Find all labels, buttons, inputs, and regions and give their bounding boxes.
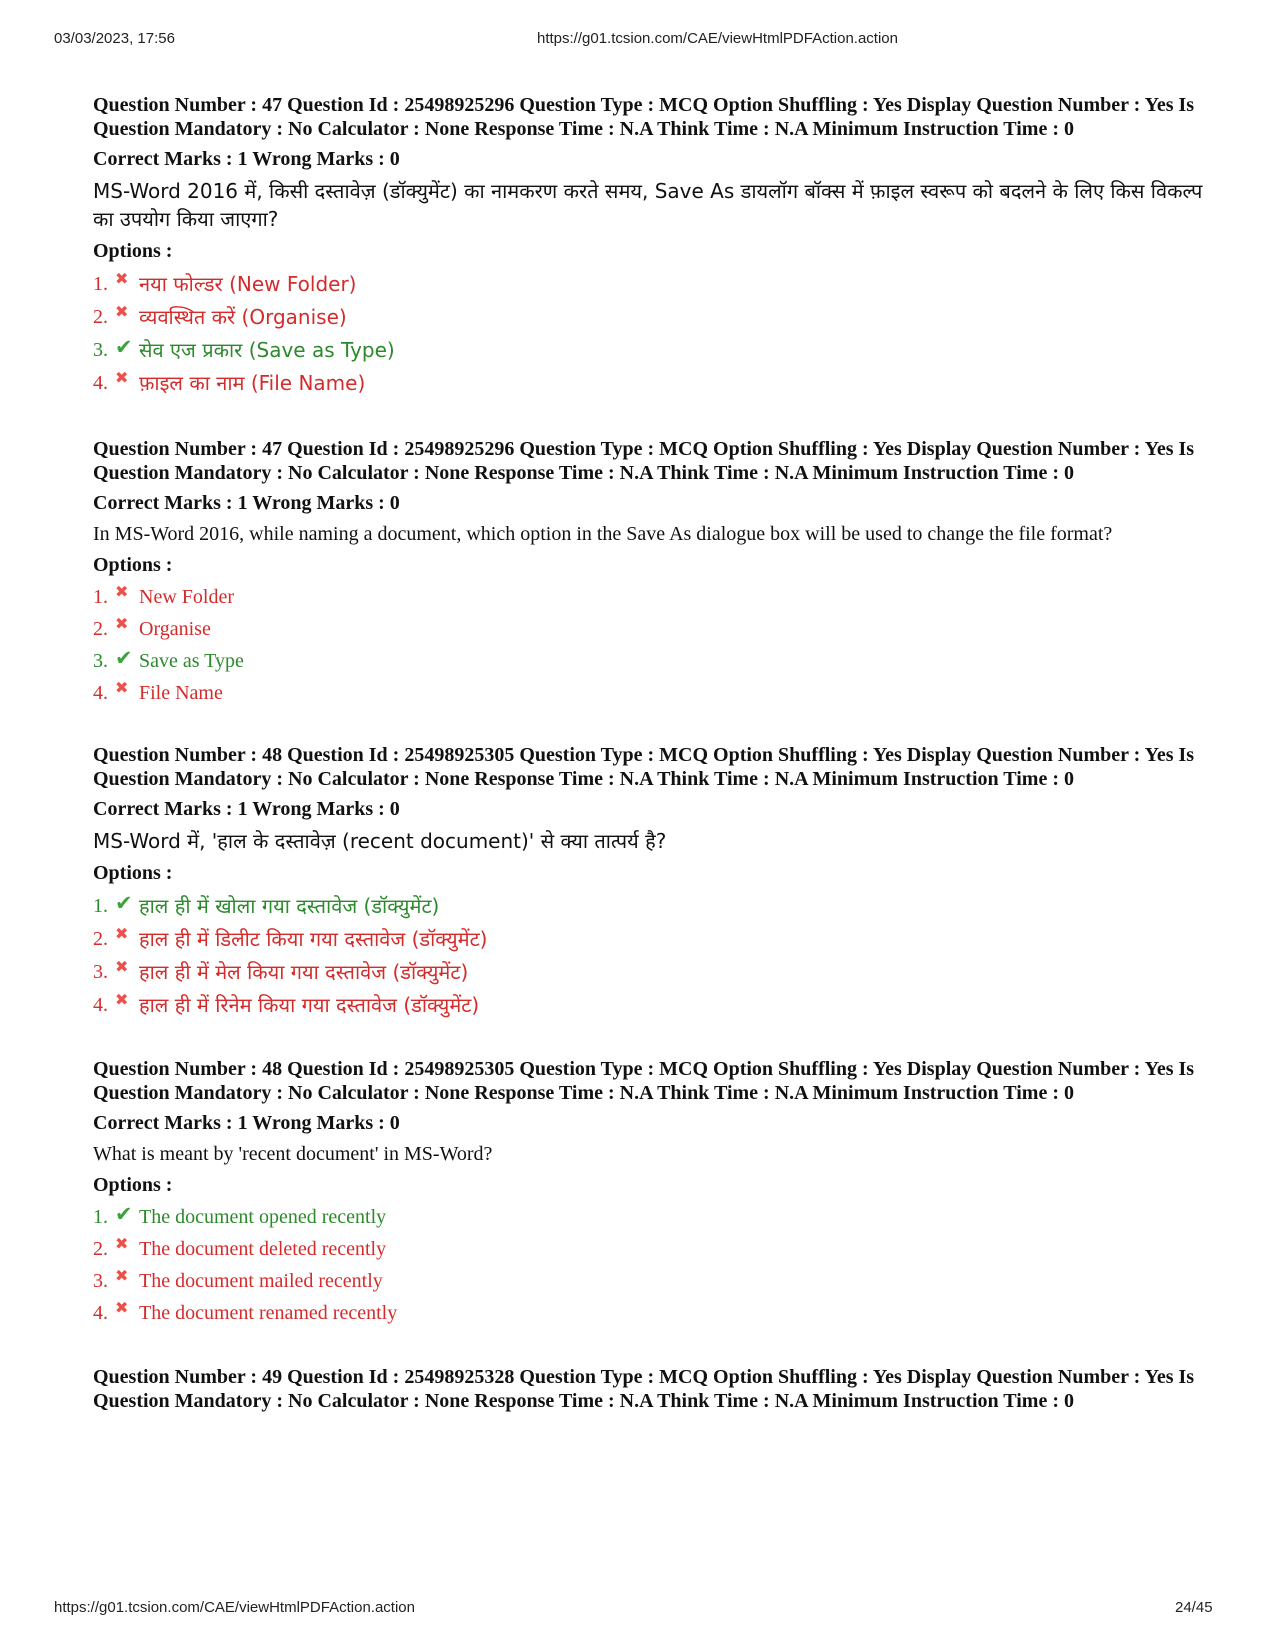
option-item — [93, 267, 1203, 300]
question-block — [93, 1365, 1203, 1413]
check-icon: ✔ — [115, 334, 133, 359]
option-number: 4. — [93, 371, 108, 394]
check-icon: ✔ — [115, 890, 133, 915]
cross-icon: ✖ — [115, 369, 129, 387]
question-paper — [93, 93, 1203, 1443]
option-text: The document deleted recently — [139, 1238, 387, 1260]
question-block — [93, 1057, 1203, 1329]
cross-icon: ✖ — [115, 270, 129, 288]
option-item — [93, 889, 1203, 922]
option-item — [93, 1201, 1203, 1233]
question-block — [93, 437, 1203, 709]
option-number: 1. — [93, 586, 108, 608]
cross-icon: ✖ — [115, 1300, 129, 1317]
options-label: Options : — [93, 240, 173, 262]
option-text: हाल ही में मेल किया गया दस्तावेज (डॉक्युमेंट) — [139, 959, 469, 984]
option-text: The document opened recently — [139, 1206, 387, 1228]
cross-icon: ✖ — [115, 616, 129, 633]
print-datetime: 03/03/2023, 17:56 — [54, 30, 175, 47]
question-text: What is meant by 'recent document' in MS-Word? — [93, 1143, 493, 1165]
option-text: The document renamed recently — [139, 1302, 398, 1324]
option-number: 4. — [93, 993, 108, 1016]
question-text: MS-Word में, 'हाल के दस्तावेज़ (recent document)' से क्या तात्पर्य है? — [93, 829, 667, 853]
question-marks: Correct Marks : 1 Wrong Marks : 0 — [93, 492, 400, 514]
cross-icon: ✖ — [115, 680, 129, 697]
option-text: सेव एज प्रकार (Save as Type) — [139, 337, 395, 362]
options-label: Options : — [93, 1174, 173, 1196]
cross-icon: ✖ — [115, 584, 129, 601]
option-number: 3. — [93, 960, 108, 983]
option-text: File Name — [139, 682, 223, 704]
option-text: फ़ाइल का नाम (File Name) — [139, 370, 366, 395]
option-number: 4. — [93, 1302, 108, 1324]
option-number: 1. — [93, 272, 108, 295]
option-text: Organise — [139, 618, 211, 640]
option-item — [93, 955, 1203, 988]
question-block — [93, 743, 1203, 1021]
question-meta: Question Number : 48 Question Id : 25498925305 Question Type : MCQ Option Shuffling : Yes Display Question Number : Yes Is Question Mandatory : No Calculator : None Response Time : N.A Think Time : N.A Minimum Instruction Time : 0 — [93, 744, 1195, 790]
option-item — [93, 1233, 1203, 1265]
cross-icon: ✖ — [115, 925, 129, 943]
question-text: MS-Word 2016 में, किसी दस्तावेज़ (डॉक्युमेंट) का नामकरण करते समय, Save As डायलॉग बॉक्स में फ़ाइल स्वरूप को बदलने के लिए किस विकल्प का उपयोग किया जाएगा? — [93, 179, 1203, 231]
question-marks: Correct Marks : 1 Wrong Marks : 0 — [93, 798, 400, 820]
option-number: 2. — [93, 305, 108, 328]
cross-icon: ✖ — [115, 303, 129, 321]
option-number: 3. — [93, 1270, 108, 1292]
question-text: In MS-Word 2016, while naming a document, which option in the Save As dialogue box will be used to change the file format? — [93, 523, 1113, 545]
option-item — [93, 645, 1203, 677]
option-number: 1. — [93, 1206, 108, 1228]
option-text: The document mailed recently — [139, 1270, 383, 1292]
check-icon: ✔ — [115, 646, 133, 670]
options-label: Options : — [93, 862, 173, 884]
option-text: Save as Type — [139, 650, 244, 672]
option-number: 2. — [93, 618, 108, 640]
option-item — [93, 922, 1203, 955]
page-number: 24/45 — [1175, 1599, 1213, 1616]
question-meta: Question Number : 48 Question Id : 25498925305 Question Type : MCQ Option Shuffling : Yes Display Question Number : Yes Is Question Mandatory : No Calculator : None Response Time : N.A Think Time : N.A Minimum Instruction Time : 0 — [93, 1058, 1195, 1104]
print-header-url: https://g01.tcsion.com/CAE/viewHtmlPDFAction.action — [537, 30, 898, 47]
question-block — [93, 93, 1203, 399]
question-meta: Question Number : 47 Question Id : 25498925296 Question Type : MCQ Option Shuffling : Yes Display Question Number : Yes Is Question Mandatory : No Calculator : None Response Time : N.A Think Time : N.A Minimum Instruction Time : 0 — [93, 94, 1195, 140]
cross-icon: ✖ — [115, 1268, 129, 1285]
option-item — [93, 1297, 1203, 1329]
cross-icon: ✖ — [115, 958, 129, 976]
option-item — [93, 366, 1203, 399]
option-item — [93, 988, 1203, 1021]
option-text: हाल ही में खोला गया दस्तावेज (डॉक्युमेंट) — [139, 893, 440, 918]
check-icon: ✔ — [115, 1202, 133, 1226]
option-number: 4. — [93, 682, 108, 704]
cross-icon: ✖ — [115, 1236, 129, 1253]
option-item — [93, 581, 1203, 613]
print-footer-url: https://g01.tcsion.com/CAE/viewHtmlPDFAction.action — [54, 1599, 415, 1616]
options-label: Options : — [93, 554, 173, 576]
option-number: 1. — [93, 894, 108, 917]
option-text: व्यवस्थित करें (Organise) — [139, 304, 347, 329]
option-item — [93, 300, 1203, 333]
cross-icon: ✖ — [115, 991, 129, 1009]
question-marks: Correct Marks : 1 Wrong Marks : 0 — [93, 1112, 400, 1134]
option-item — [93, 1265, 1203, 1297]
option-text: New Folder — [139, 586, 234, 608]
question-marks: Correct Marks : 1 Wrong Marks : 0 — [93, 148, 400, 170]
option-number: 3. — [93, 650, 108, 672]
question-meta: Question Number : 49 Question Id : 25498925328 Question Type : MCQ Option Shuffling : Yes Display Question Number : Yes Is Question Mandatory : No Calculator : None Response Time : N.A Think Time : N.A Minimum Instruction Time : 0 — [93, 1366, 1195, 1412]
option-item — [93, 333, 1203, 366]
option-text: हाल ही में डिलीट किया गया दस्तावेज (डॉक्युमेंट) — [139, 926, 488, 951]
option-number: 3. — [93, 338, 108, 361]
option-number: 2. — [93, 927, 108, 950]
option-item — [93, 677, 1203, 709]
option-number: 2. — [93, 1238, 108, 1260]
option-text: हाल ही में रिनेम किया गया दस्तावेज (डॉक्युमेंट) — [139, 992, 480, 1017]
question-meta: Question Number : 47 Question Id : 25498925296 Question Type : MCQ Option Shuffling : Yes Display Question Number : Yes Is Question Mandatory : No Calculator : None Response Time : N.A Think Time : N.A Minimum Instruction Time : 0 — [93, 438, 1195, 484]
option-text: नया फोल्डर (New Folder) — [139, 271, 357, 296]
option-item — [93, 613, 1203, 645]
